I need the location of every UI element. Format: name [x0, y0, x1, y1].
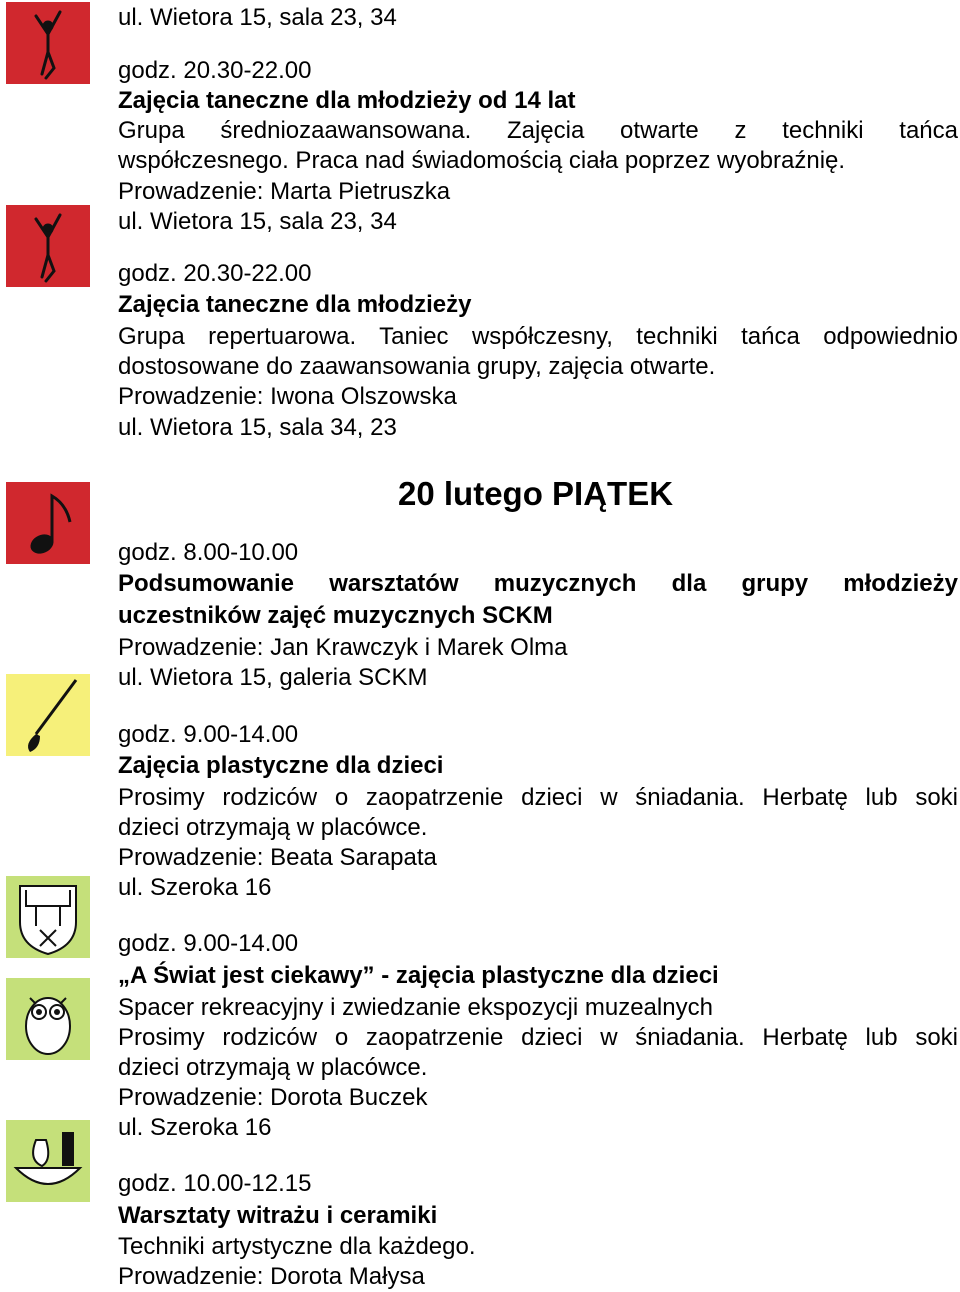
event-title: Podsumowanie warsztatów muzycznych dla grupy młodzieży: [118, 570, 958, 597]
event-time: godz. 10.00-12.15: [118, 1170, 312, 1197]
castle-crest-icon: [6, 876, 90, 958]
event-time: godz. 20.30-22.00: [118, 260, 312, 287]
event-time: godz. 20.30-22.00: [118, 57, 312, 84]
event-address: ul. Szeroka 16: [118, 874, 272, 901]
event-leader: Prowadzenie: Jan Krawczyk i Marek Olma: [118, 634, 568, 661]
event-address: ul. Wietora 15, galeria SCKM: [118, 664, 428, 691]
dancer-icon: [6, 2, 90, 84]
event-title: Zajęcia plastyczne dla dzieci: [118, 752, 444, 779]
ceramics-icon: [6, 1120, 90, 1202]
event-description: dzieci otrzymają w placówce.: [118, 814, 428, 841]
event-leader: Prowadzenie: Iwona Olszowska: [118, 383, 457, 410]
event-description: Prosimy rodziców o zaopatrzenie dzieci w śniadania. Herbatę lub soki: [118, 1024, 958, 1051]
event-title: Zajęcia taneczne dla młodzieży: [118, 291, 472, 318]
event-leader: Prowadzenie: Marta Pietruszka: [118, 178, 451, 205]
event-time: godz. 9.00-14.00: [118, 721, 299, 748]
event-description: Prosimy rodziców o zaopatrzenie dzieci w śniadania. Herbatę lub soki: [118, 784, 958, 811]
event-title: Warsztaty witrażu i ceramiki: [118, 1202, 438, 1229]
event-address: ul. Szeroka 16: [118, 1114, 272, 1141]
event-title: uczestników zajęć muzycznych SCKM: [118, 602, 553, 629]
dancer-icon: [6, 205, 90, 287]
event-description: Grupa repertuarowa. Taniec współczesny, techniki tańca odpowiednio: [118, 323, 958, 350]
event-leader: Prowadzenie: Dorota Małysa: [118, 1263, 425, 1290]
event-leader: Prowadzenie: Beata Sarapata: [118, 844, 437, 871]
day-heading: 20 lutego PIĄTEK: [398, 475, 674, 512]
event-leader: Prowadzenie: Dorota Buczek: [118, 1084, 428, 1111]
event-description: dostosowane do zaawansowania grupy, zajęcia otwarte.: [118, 353, 716, 380]
event-description: Techniki artystyczne dla każdego.: [118, 1233, 476, 1260]
event-description: Spacer rekreacyjny i zwiedzanie ekspozycji muzealnych: [118, 994, 713, 1021]
event-address: ul. Wietora 15, sala 23, 34: [118, 208, 397, 235]
event-time: godz. 9.00-14.00: [118, 930, 299, 957]
event-description: Grupa średniozaawansowana. Zajęcia otwarte z techniki tańca: [118, 117, 958, 144]
event-address: ul. Wietora 15, sala 34, 23: [118, 414, 397, 441]
paintbrush-icon: [6, 674, 90, 756]
event-time: godz. 8.00-10.00: [118, 539, 299, 566]
owl-icon: [6, 978, 90, 1060]
event-description: współczesnego. Praca nad świadomością ciała poprzez wyobraźnię.: [118, 147, 846, 174]
event-description: dzieci otrzymają w placówce.: [118, 1054, 428, 1081]
event-address: ul. Wietora 15, sala 23, 34: [118, 4, 397, 31]
music-note-icon: [6, 482, 90, 564]
event-title: „A Świat jest ciekawy” - zajęcia plastyczne dla dzieci: [118, 962, 719, 989]
event-title: Zajęcia taneczne dla młodzieży od 14 lat: [118, 87, 576, 114]
